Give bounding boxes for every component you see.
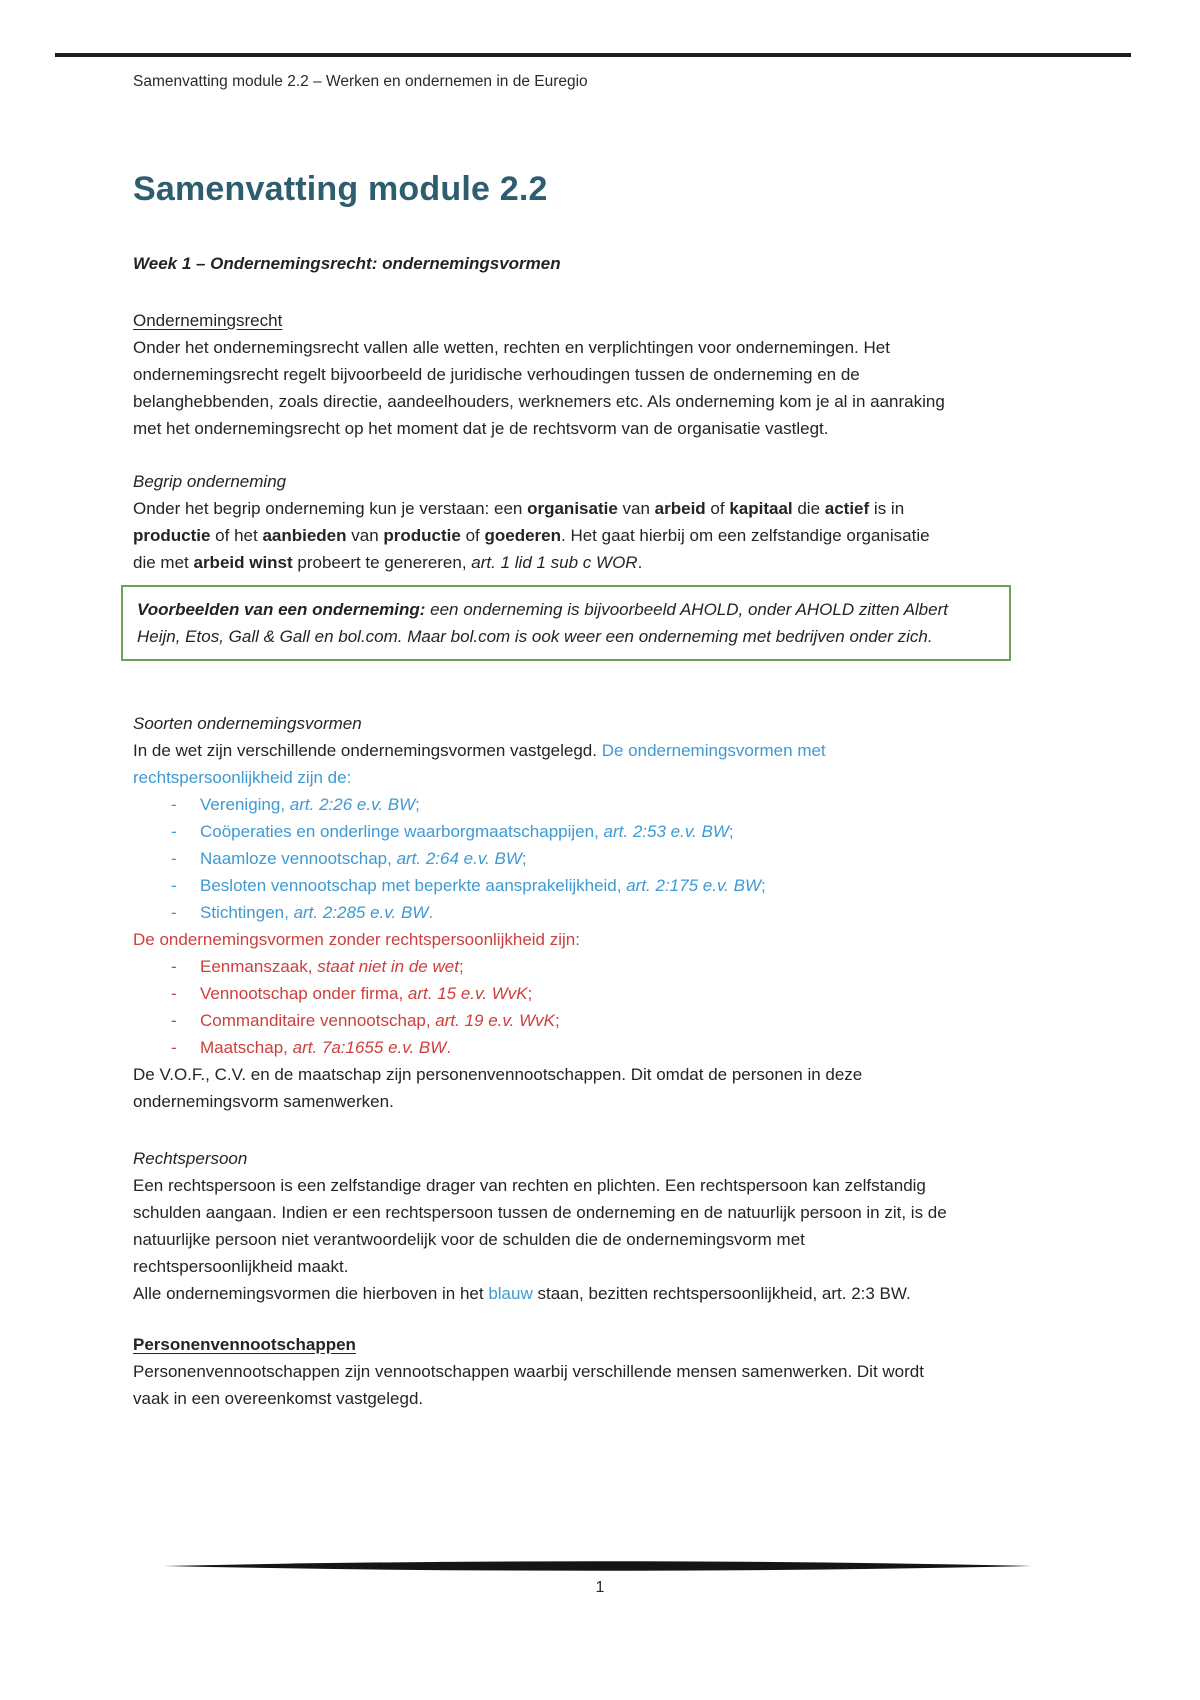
paragraph-ondernemingsrecht: Onder het ondernemingsrecht vallen alle wetten, rechten en verplichtingen voor ondernemingen. Het ondernemingsrecht regelt bijvoorbeeld de juridische verhoudingen tussen de onderneming en de belanghebbenden, zoals directie, aandeelhouders, werknemers etc. Als onderneming kom je al in aanraking met het ondernemingsrecht op het moment dat je de rechtsvorm van de organisatie vastlegt. [133,338,945,438]
example-box [121,585,1011,661]
list-rechtspersoonlijkheid [133,791,955,926]
list-item: - Coöperaties en onderlinge waarborgmaatschappijen, art. 2:53 e.v. BW; [133,818,955,845]
paragraph-personenvennootschappen-uitleg: De V.O.F., C.V. en de maatschap zijn personenvennootschappen. Dit omdat de personen in deze ondernemingsvorm samenwerken. [133,1065,863,1111]
list-item: - Besloten vennootschap met beperkte aansprakelijkheid, art. 2:175 e.v. BW; [133,872,955,899]
section-heading-personenvennootschappen: Personenvennootschappen [133,1335,356,1354]
section-heading-begrip: Begrip onderneming [133,472,287,491]
list-item: - Commanditaire vennootschap, art. 19 e.v. WvK; [133,1007,955,1034]
example-box-text: Voorbeelden van een onderneming: een onderneming is bijvoorbeeld AHOLD, onder AHOLD zitten Albert Heijn, Etos, Gall & Gall en bol.com. Maar bol.com is ook weer een onderneming met bedrijven onder zich. [137,600,948,646]
section-personenvennootschappen [133,1331,955,1412]
page-number: 1 [595,1579,605,1596]
week-subtitle: Week 1 – Ondernemingsrecht: ondernemingsvormen [133,254,561,273]
list-item: - Vennootschap onder firma, art. 15 e.v. WvK; [133,980,955,1007]
footer-divider-rule [164,1560,1032,1572]
document-title: Samenvatting module 2.2 [133,170,548,208]
section-heading-ondernemingsrecht: Ondernemingsrecht [133,311,283,330]
paragraph-personenvennootschappen: Personenvennootschappen zijn vennootschappen waarbij verschillende mensen samenwerken. Dit wordt vaak in een overeenkomst vastgelegd. [133,1362,924,1408]
list-item: - Maatschap, art. 7a:1655 e.v. BW. [133,1034,955,1061]
paragraph-soorten-intro: In de wet zijn verschillende ondernemingsvormen vastgelegd. De ondernemingsvormen met rechtspersoonlijkheid zijn de: [133,741,826,787]
list-zonder-rechtspersoonlijkheid [133,953,955,1061]
document-body [133,168,955,1412]
section-ondernemingsrecht [133,307,955,442]
paragraph-blauw: Alle ondernemingsvormen die hierboven in het blauw staan, bezitten rechtspersoonlijkheid, art. 2:3 BW. [133,1284,911,1303]
list-item: - Stichtingen, art. 2:285 e.v. BW. [133,899,955,926]
list-item: - Vereniging, art. 2:26 e.v. BW; [133,791,955,818]
section-soorten-ondernemingsvormen [133,710,955,1115]
top-border-rule [55,53,1131,57]
paragraph-zonder-rechtspersoonlijkheid: De ondernemingsvormen zonder rechtspersoonlijkheid zijn: [133,930,580,949]
section-begrip-onderneming [133,468,955,576]
list-item: - Naamloze vennootschap, art. 2:64 e.v. BW; [133,845,955,872]
section-rechtspersoon [133,1145,955,1307]
page-header-text: Samenvatting module 2.2 – Werken en ondernemen in de Euregio [133,73,588,90]
paragraph-rechtspersoon: Een rechtspersoon is een zelfstandige drager van rechten en plichten. Een rechtspersoon kan zelfstandig schulden aangaan. Indien er een rechtspersoon tussen de onderneming en de natuurlijk persoon in zit, is de natuurlijke persoon niet verantwoordelijk voor de schulden die de ondernemingsvorm met rechtspersoonlijkheid maakt. [133,1176,947,1276]
paragraph-begrip: Onder het begrip onderneming kun je verstaan: een organisatie van arbeid of kapitaal die actief is in productie of het aanbieden van productie of goederen. Het gaat hierbij om een zelfstandige organisatie die met arbeid winst probeert te genereren, art. 1 lid 1 sub c WOR. [133,499,930,572]
section-heading-soorten: Soorten ondernemingsvormen [133,714,362,733]
section-heading-rechtspersoon: Rechtspersoon [133,1149,248,1168]
list-item: - Eenmanszaak, staat niet in de wet; [133,953,955,980]
